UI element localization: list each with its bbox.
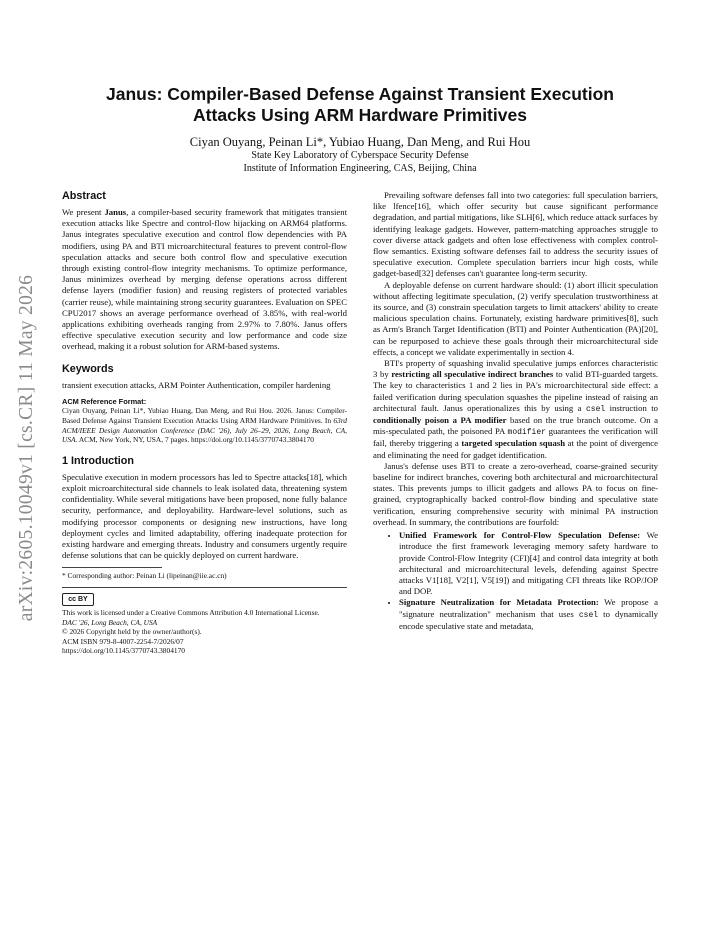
p3-g: guarantees the verification will fail, thereby triggering a: [373, 426, 659, 449]
paragraph-deployable-defense: A deployable defense on current hardware should: (1) abort illicit speculation without affecting legitimate speculation, (2) verify speculation trustworthiness at its source, and (3) constrain speculation targets to limit attackers' ability to create malicious speculation chains. Fortunately, existing hardware primitives[8], such as Arm's Branch Target Identification (BTI) and Pointer Authentication (PA)[20], can be repurposed to achieve these goals through their microarchitectural side effects, a concept we validate experimentally in section 4.: [373, 279, 658, 357]
paper-header: [60, 84, 660, 175]
arxiv-stamp: [12, 248, 42, 648]
acm-reference: [62, 397, 347, 445]
p3-a: BTI's property of squashing invalid speculative jumps enforces characteristic 3 by: [373, 358, 658, 380]
footnote-venue: [62, 618, 347, 628]
p3-bold-restricting: restricting all speculative indirect branches: [391, 369, 554, 380]
introduction-heading: 1 Introduction: [62, 454, 134, 467]
keywords-text: transient execution attacks, ARM Pointer Authentication, compiler hardening: [62, 379, 331, 390]
acm-reference-text: [62, 406, 347, 444]
contribution-2-text-b: to dynamically encode speculative state and metadata,: [399, 608, 659, 631]
p3-c: to valid BTI-guarded targets. The key to characteristics 1 and 2 lies in PA's microarchitectural side effect: a failed verification during speculation squashes the pipeline instead of raising an architectural fault. Janus operationalizes this by using a: [373, 369, 659, 413]
p3-code-modifier: modifier: [507, 428, 546, 438]
abstract-text-pre: We present: [62, 207, 105, 217]
contributions-list: [373, 530, 658, 632]
abstract-heading: Abstract: [62, 190, 106, 202]
isbn-text: ACM ISBN 979-8-4007-2254-7/2026/07: [62, 636, 184, 646]
license-text: This work is licensed under a Creative Commons Attribution 4.0 International License.: [62, 608, 320, 618]
license-divider: [62, 587, 347, 588]
abstract-text-post: , a compiler-based security framework that mitigates transient execution attacks like Spectre and control-flow hijacking on ARM64 platforms. Janus integrates speculative execution and control flow dependencies with PA modifiers, using PA and BTI microarchitectural features to prevent control-flow speculation attacks and secure both control flow and speculative execution through existing control-flow integrity mechanisms. To optimize performance, Janus minimizes overhead by merging defense operations across different defense layers (modifier fusion) and reusing registers of protected variables (carrier reuse), while maintaining strong security guarantees. Evaluation on SPEC CPU2017 shows an average performance overhead of 3.85%, with real-world applications exhibiting overheads ranging from 2.97% to 7.80%. Janus offers effective speculative execution security and low performance and code size overhead, making it a robust solution for ARM-based systems.: [62, 207, 347, 352]
abstract-text: [62, 207, 347, 353]
contribution-2-code-csel: csel: [578, 610, 599, 620]
paragraph-bti-property: [373, 358, 658, 461]
contribution-item-2: [399, 597, 658, 632]
corresponding-author-note: * Corresponding author: Peinan Li (lipeinan@iie.ac.cn): [62, 571, 227, 581]
p3-bold-squash: targeted speculation squash: [461, 438, 566, 449]
author-list: Ciyan Ouyang, Peinan Li*, Yubiao Huang, Dan Meng, and Rui Hou: [189, 135, 531, 149]
footnote-divider: [62, 567, 162, 568]
contribution-2-title: Signature Neutralization for Metadata Protection:: [399, 597, 599, 608]
keywords-heading: Keywords: [62, 362, 114, 375]
footnote-venue-text: DAC '26, Long Beach, CA, USA: [62, 617, 158, 627]
contribution-2-text-a: We propose a "signature neutralization" mechanism that uses: [399, 597, 658, 619]
p3-f: based on the true branch outcome. On a mis-speculated path, the poisoned PA: [373, 415, 658, 437]
affiliation-line-1: State Key Laboratory of Cyberspace Security Defense: [251, 150, 469, 161]
copyright-text: © 2026 Copyright held by the owner/author(s).: [62, 627, 202, 637]
affiliation-line-2: Institute of Information Engineering, CAS, Beijing, China: [243, 162, 477, 174]
contribution-1-title: Unified Framework for Control-Flow Speculation Defense:: [399, 530, 641, 541]
acm-ref-venue: 63rd ACM/IEEE Design Automation Conference (DAC '26), July 26–29, 2026, Long Beach, CA, USA.: [62, 416, 347, 445]
p3-code-csel: csel: [585, 404, 606, 414]
p3-i: at the point of divergence and eliminating the need for gadget identification.: [373, 438, 658, 460]
title-line-2: Attacks Using ARM Hardware Primitives: [193, 105, 527, 125]
cc-by-license-badge: cc BY: [62, 593, 94, 606]
right-column: [373, 190, 658, 632]
left-column: [62, 190, 347, 656]
paragraph-software-defenses: Prevailing software defenses fall into two categories: full speculation barriers, like lfence[16], which offer security but cause significant performance degradation, and partial mitigations, like SLH[6], which reduce attack surfaces by identifying leakage gadgets. However, pattern-matching approaches struggle to cover diverse attack gadgets and often lose effectiveness with complex control-flow semantics. Existing software defenses fail to address the security issues of speculative execution. Complete speculation barriers incur high costs, while gadget-based[32] defenses can't guarantee long-term security.: [373, 190, 658, 279]
introduction-text: Speculative execution in modern processors has led to Spectre attacks[18], which exploit microarchitectural side channels to leak isolated data, threatening system confidentiality. While several mitigations have been proposed, none fully balance security, performance, and deployability. Hardware-level solutions, such as modifying processor components or designing new instructions, have long deployment cycles and limited adaptability, offering inadequate protection for existing hardware and emerging threats. Industry and consumers urgently require defense solutions that can be quickly deployed on current hardware.: [62, 471, 347, 561]
arxiv-identifier: arXiv:2605.10049v1 [cs.CR] 11 May 2026: [16, 274, 37, 622]
acm-ref-line-a: Ciyan Ouyang, Peinan Li*, Yubiao Huang, Dan Meng, and Rui Hou. 2026. Janus: Compiler-Based Defense Against Transient Execution Attacks Using ARM Hardware Primitives. In: [62, 406, 347, 426]
acm-ref-line-b: ACM, New York, NY, USA, 7 pages. https://doi.org/10.1145/3770743.3804170: [77, 435, 314, 445]
title-line-1: Janus: Compiler-Based Defense Against Transient Execution: [106, 84, 614, 104]
abstract-janus-bold: Janus: [104, 207, 127, 217]
acm-reference-label: ACM Reference Format:: [62, 396, 147, 406]
paragraph-janus-defense: Janus's defense uses BTI to create a zero-overhead, coarse-grained security baseline for indirect branches, covering both architectural and microarchitectural states. This prevents jumps to illicit gadgets and allows PA to focus on fine-grained, cryptographically backed control-flow binding and speculative state verification, ensuring comprehensive security with minimal PA instruction overhead. In summary, the contributions are fourfold:: [373, 460, 658, 527]
p3-d: instruction to: [605, 402, 659, 413]
paper-title: [60, 84, 660, 126]
contribution-1-text: We introduce the first framework leveraging memory safety hardware to provide Control-Flow Integrity (CFI)[4] and control data integrity at both architectural and microarchitectural levels, defending against Spectre attacks V1[18], V2[1], V5[19]) and mitigating CFI threats like ROP/JOP and DOP.: [399, 530, 658, 597]
p3-bold-poison: conditionally poison a PA modifier: [373, 415, 507, 426]
doi-link[interactable]: https://doi.org/10.1145/3770743.3804170: [62, 646, 185, 656]
contribution-item-1: [399, 530, 658, 597]
